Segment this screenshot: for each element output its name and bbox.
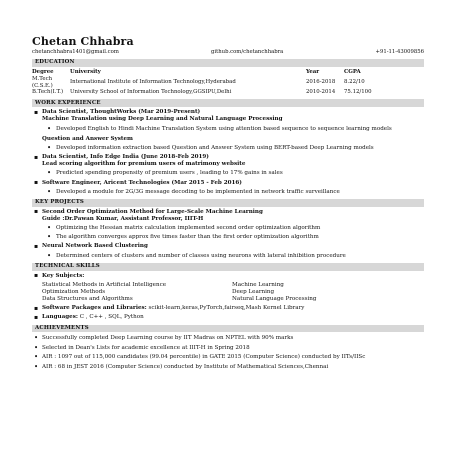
table-cell: B.Tech(I.T.)	[32, 89, 64, 96]
github-link[interactable]: github.com/chetanchhabra	[211, 49, 284, 56]
subjects-grid	[32, 282, 424, 303]
packages-label: Software Packages and Libraries:	[42, 305, 147, 312]
column-header: Year	[306, 68, 320, 75]
list-item: • Predicted spending propensity of premium users , leading to 17% gains in sales	[32, 170, 424, 177]
achievement-item: • Successfully completed Deep Learning course by IIT Madras on NPTEL with 90% marks	[32, 335, 424, 342]
list-item: • Developed a module for 2G/3G message decoding to be implemented in network traffic surveillance	[32, 189, 424, 196]
candidate-name: Chetan Chhabra	[32, 35, 134, 48]
packages-line	[32, 305, 424, 312]
table-cell: International Institute of Information Technology,Hyderabad	[70, 79, 236, 86]
section-skills-heading: TECHNICAL SKILLS	[32, 263, 424, 271]
column-header: CGPA	[344, 68, 361, 75]
section-education-heading: EDUCATION	[32, 59, 424, 67]
job-title: ▪ Software Engineer, Aricent Technologies (Mar 2015 - Feb 2016)	[42, 179, 242, 186]
subject-item: Statistical Methods in Artificial Intelligence	[42, 281, 167, 288]
achievement-item: • AIR : 1097 out of 115,000 candidates (99.04 percentile) in GATE 2015 (Computer Science) conducted by IITs/IISc	[32, 354, 424, 361]
table-cell: M.Tech (C.S.E.)	[32, 75, 53, 89]
table-cell: 8.22/10	[344, 79, 365, 86]
job-entry	[32, 109, 424, 123]
subject-item: Optimization Methods	[42, 288, 106, 295]
languages-value: C , C++ , SQL, Python	[77, 314, 144, 321]
job-subtitle: Lead scoring algorithm for premium users of matrimony website	[42, 161, 246, 168]
subject-item: Machine Learning	[232, 281, 284, 288]
job-entry	[32, 180, 424, 187]
list-item: • Developed information extraction based Question and Answer System using BERT-based Deep Learning models	[32, 145, 424, 152]
achievement-item: • AIR : 68 in JEST 2016 (Computer Science) conducted by Institute of Mathematical Sciences,Chennai	[32, 364, 424, 371]
achievement-item: • Selected in Dean's Lists for academic excellence at IIIT-H in Spring 2018	[32, 345, 424, 352]
project-entry	[32, 209, 424, 223]
column-header: University	[70, 68, 101, 75]
list-item: • The algorithm converges approx five times faster than the first order optimization algorithm	[32, 234, 424, 241]
project-title: ▪ Neural Network Based Clustering	[42, 243, 148, 250]
packages-value: scikit-learn,keras,PyTorch,fairseq,Mash Kernel Library	[146, 305, 305, 312]
project-subheading: Question and Answer System	[42, 135, 133, 142]
subject-item: Natural Language Processing	[232, 296, 317, 303]
section-achievements-heading: ACHIEVEMENTS	[32, 325, 424, 333]
table-cell: 75.12/100	[344, 89, 372, 96]
key-subjects-label: ▪ Key Subjects:	[32, 273, 424, 280]
subject-item: Data Structures and Algorithms	[42, 296, 133, 303]
list-item: • Determined centers of clusters and number of classes using neurons with lateral inhibition procedure	[32, 253, 424, 260]
list-item: • Optimizing the Hessian matrix calculation implemented second order optimization algorithm	[32, 225, 424, 232]
job-subtitle: Machine Translation using Deep Learning and Natural Language Processing	[42, 116, 283, 123]
table-cell: University School of Information Technology,GGSIPU,Delhi	[70, 89, 232, 96]
section-projects-heading: KEY PROJECTS	[32, 199, 424, 207]
table-cell: 2010-2014	[306, 89, 336, 96]
languages-label: Languages:	[42, 314, 78, 321]
phone-number: +91-11-43009856	[375, 49, 424, 56]
job-title: ▪ Data Scientist, ThoughtWorks (Mar 2019-Present)	[42, 109, 201, 116]
subject-item: Deep Learning	[232, 288, 275, 295]
email-link[interactable]: chetanchhabra1401@gmail.com	[32, 49, 119, 56]
resume-page	[32, 36, 424, 374]
project-entry	[32, 243, 424, 250]
project-guide: Guide :Dr.Pawan Kumar, Assistant Professor, IIIT-H	[42, 215, 204, 222]
job-entry	[32, 154, 424, 168]
job-title: ▪ Data Scientist, Info Edge India (June 2018-Feb 2019)	[42, 154, 209, 161]
column-header: Degree	[32, 68, 54, 75]
education-table	[32, 69, 424, 97]
project-title: ▪ Second Order Optimization Method for Large-Scale Machine Learning	[42, 208, 263, 215]
education-header-row	[32, 69, 424, 76]
languages-line	[32, 314, 424, 321]
section-work-heading: WORK EXPERIENCE	[32, 99, 424, 107]
table-row	[32, 89, 424, 96]
list-item: • Developed English to Hindi Machine Translation System using attention based sequence to sequence learning models	[32, 126, 424, 133]
table-row	[32, 76, 424, 90]
table-cell: 2016-2018	[306, 79, 336, 86]
contact-row	[32, 49, 424, 56]
